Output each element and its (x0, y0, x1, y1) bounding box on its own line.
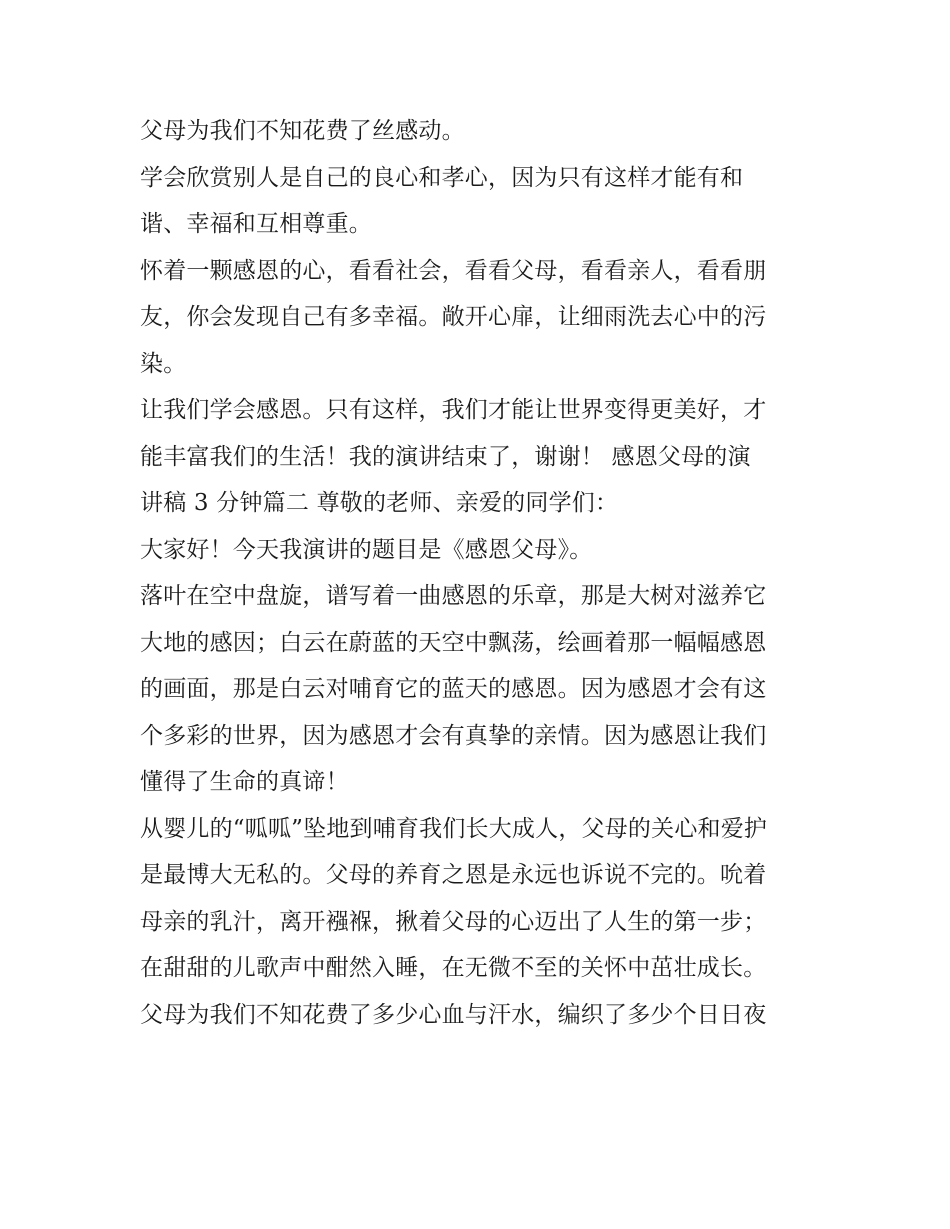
text-line: 父母为我们不知花费了丝感动。 (140, 118, 465, 144)
document-body (140, 108, 830, 1038)
text-line: 友，你会发现自己有多幸福。敞开心扉，让细雨洗去心中的污 (140, 304, 767, 330)
text-line: 个多彩的世界，因为感恩才会有真挚的亲情。因为感恩让我们 (140, 722, 767, 749)
text-line: 在甜甜的儿歌声中酣然入睡，在无微不至的关怀中茁壮成长。 (140, 955, 767, 981)
text-line: 的画面，那是白云对哺育它的蓝天的感恩。因为感恩才会有这 (140, 676, 767, 702)
text-line: 学会欣赏别人是自己的良心和孝心，因为只有这样才能有和 (140, 164, 744, 191)
text-line: 从婴儿的“呱呱”坠地到哺育我们长大成人，父母的关心和爱护 (140, 815, 768, 842)
text-line: 大家好！今天我演讲的题目是《感恩父母》。 (140, 536, 593, 563)
text-line: 讲稿 3 分钟篇二 尊敬的老师、亲爱的同学们： (140, 490, 619, 516)
text-line: 落叶在空中盘旋，谱写着一曲感恩的乐章，那是大树对滋养它 (140, 583, 767, 609)
text-line: 母亲的乳汁，离开襁褓，揪着父母的心迈出了人生的第一步； (140, 908, 767, 935)
text-line: 是最博大无私的。父母的养育之恩是永远也诉说不完的。吮着 (140, 862, 767, 888)
text-line: 染。 (140, 350, 187, 377)
text-line: 父母为我们不知花费了多少心血与汗水，编织了多少个日日夜 (140, 1001, 767, 1028)
text-line: 能丰富我们的生活！我的演讲结束了，谢谢！ 感恩父母的演 (140, 443, 751, 470)
text-line: 谐、幸福和互相尊重。 (140, 211, 372, 237)
text-line: 怀着一颗感恩的心，看看社会，看看父母，看看亲人，看看朋 (140, 257, 767, 284)
text-line: 让我们学会感恩。只有这样，我们才能让世界变得更美好，才 (140, 397, 767, 423)
text-line: 大地的感因；白云在蔚蓝的天空中飘荡，绘画着那一幅幅感恩 (140, 629, 767, 656)
text-line: 懂得了生命的真谛！ (140, 769, 349, 795)
